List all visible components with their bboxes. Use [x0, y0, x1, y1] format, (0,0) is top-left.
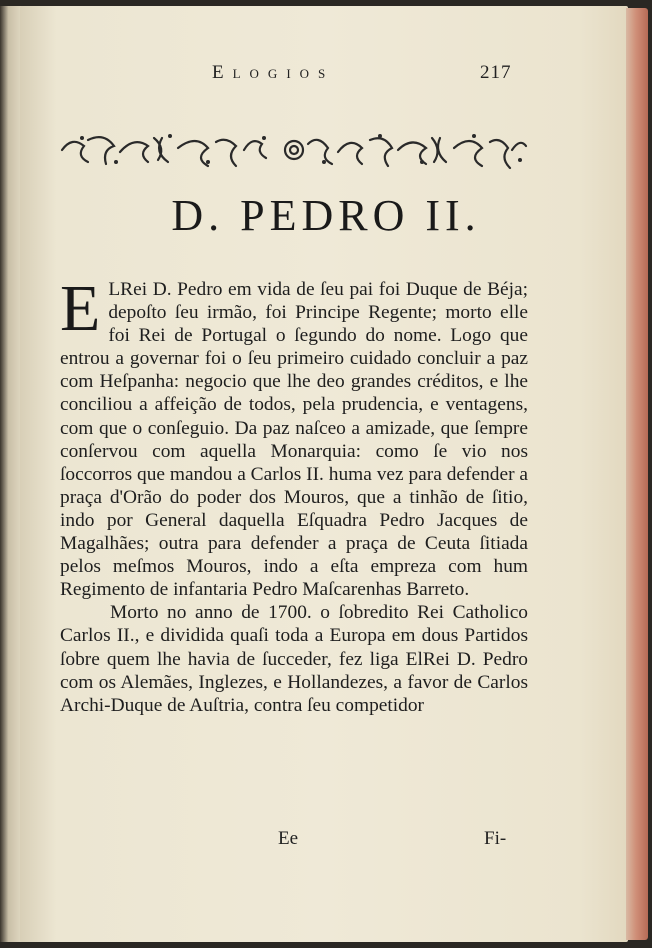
- body-text: [60, 272, 528, 717]
- running-header: [0, 62, 652, 90]
- page-footer: [0, 828, 652, 854]
- paragraph-1: [60, 272, 528, 601]
- page-number: 217: [480, 62, 512, 83]
- signature-mark: Ee: [278, 828, 299, 849]
- chapter-title: D. PEDRO II.: [171, 191, 481, 240]
- fore-edge: [626, 8, 648, 940]
- running-title: Elogios: [212, 62, 335, 83]
- paragraph-2: [60, 601, 528, 716]
- paragraph-1-text: LRei D. Pedro em vida de ſeu pai foi Duque de Béja; depoſto ſeu irmão, foi Principe Regente; morto elle foi Rei de Portugal o ſegundo do nome. Logo que entrou a governar foi o ſeu primeiro cuidado concluir a paz com Heſpanha: negocio que lhe deo grandes créditos, e lhe conciliou a affeição de todos, pela prudencia, e ventagens, com que o conſeguio. Da paz naſceo a amizade, que ſempre conſervou com aquella Monarquia: como ſe vio nos ſoccorros que mandou a Carlos II. huma vez para defender a praça d'Orão do poder dos Mouros, que a tinhão de ſitio, indo por General daquella Eſquadra Pedro Jacques de Magalhães; outra para defender a praça de Ceuta ſitiada pelos meſmos Mouros, indo a eſta empreza com hum Regimento de infantaria Pedro Maſcarenhas Barreto.: [60, 279, 528, 601]
- catchword: Fi-: [484, 828, 507, 849]
- floral-ornament-icon: [58, 128, 530, 172]
- paragraph-2-text: Morto no anno de 1700. o ſobredito Rei Catholico Carlos II., e dividida quaſi toda a Europa em dous Partidos ſobre quem lhe havia de ſucceder, fez liga ElRei D. Pedro com os Alemães, Inglezes, e Hollandezes, a favor de Carlos Archi-Duque de Auſtria, contra ſeu competidor: [60, 602, 528, 716]
- drop-cap: E: [60, 272, 101, 345]
